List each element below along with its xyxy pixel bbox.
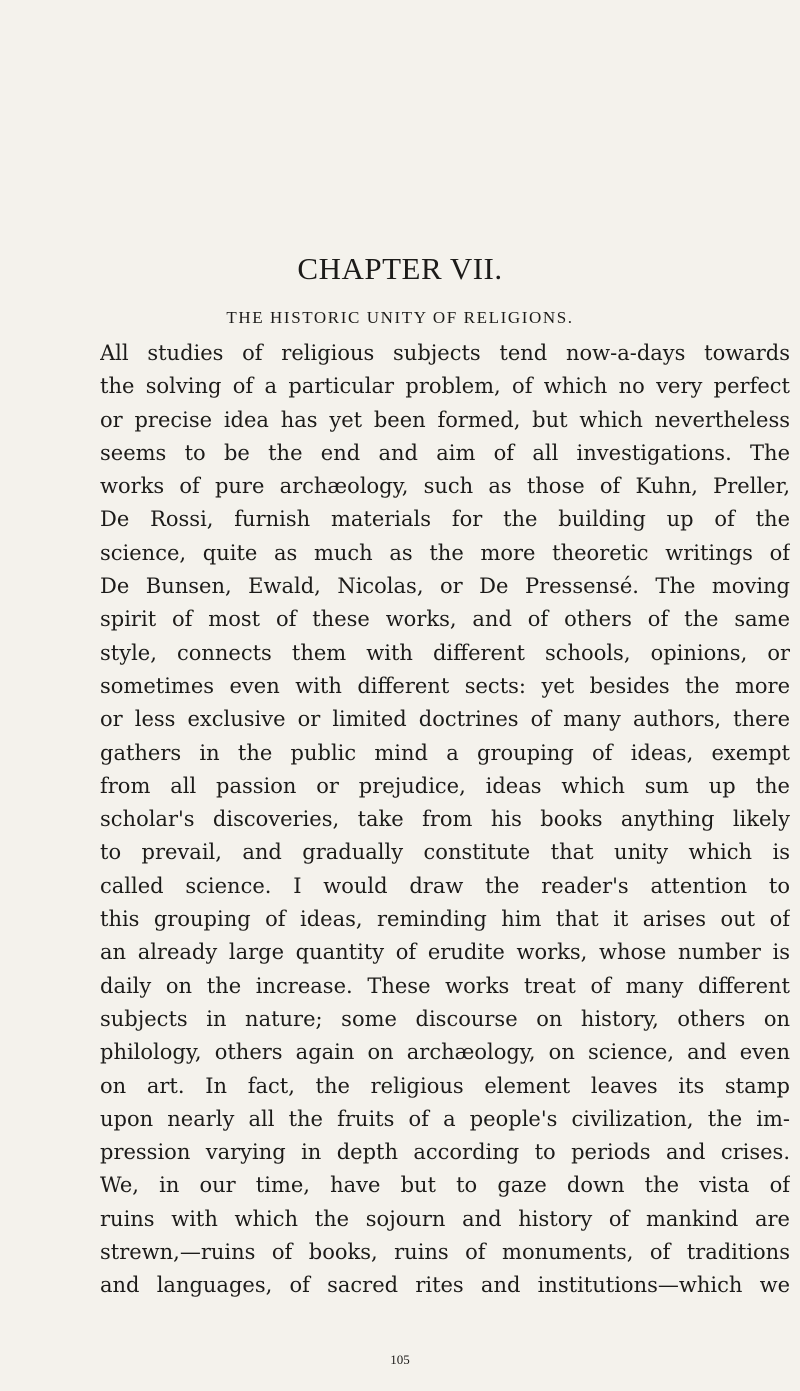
text-line: pression varying in depth according to periods and crises. [100, 1140, 790, 1165]
text-line: this grouping of ideas, reminding him that it arises out of [100, 907, 790, 932]
text-line: or precise idea has yet been formed, but which nevertheless [100, 407, 790, 432]
text-line: called science. I would draw the reader's attention to [100, 873, 790, 898]
text-line: on art. In fact, the religious element leaves its stamp [100, 1073, 790, 1098]
text-line: and languages, of sacred rites and institutions—which we [100, 1273, 790, 1298]
text-line: De Rossi, furnish materials for the building up of the [100, 507, 790, 532]
text-line: De Bunsen, Ewald, Nicolas, or De Pressensé. The moving [100, 574, 790, 599]
text-line: to prevail, and gradually constitute that unity which is [100, 840, 790, 865]
text-line: works of pure archæology, such as those of Kuhn, Preller, [100, 474, 790, 499]
body-paragraph [100, 337, 790, 1303]
chapter-heading: CHAPTER VII. [297, 251, 503, 286]
text-line: upon nearly all the fruits of a people's civilization, the im- [100, 1106, 790, 1131]
text-line: sometimes even with different sects: yet besides the more [100, 673, 790, 698]
chapter-title: THE HISTORIC UNITY OF RELIGIONS. [226, 308, 574, 327]
text-line: seems to be the end and aim of all investigations. The [100, 440, 790, 465]
text-line: style, connects them with different schools, opinions, or [100, 640, 790, 665]
page-number: 105 [390, 1352, 410, 1367]
text-line: from all passion or prejudice, ideas which sum up the [100, 773, 790, 798]
text-line: science, quite as much as the more theoretic writings of [100, 540, 790, 565]
text-line: ruins with which the sojourn and history of mankind are [100, 1206, 790, 1231]
text-line: daily on the increase. These works treat of many different [100, 973, 790, 998]
text-line: strewn,—ruins of books, ruins of monuments, of traditions [100, 1240, 790, 1265]
text-line: or less exclusive or limited doctrines of many authors, there [100, 707, 790, 732]
text-line: the solving of a particular problem, of which no very perfect [100, 374, 790, 399]
text-line: an already large quantity of erudite works, whose number is [100, 940, 790, 965]
text-line: All studies of religious subjects tend now-a-days towards [100, 341, 790, 365]
text-line: We, in our time, have but to gaze down the vista of [100, 1173, 790, 1198]
text-line: spirit of most of these works, and of others of the same [100, 607, 790, 632]
text-line: subjects in nature; some discourse on history, others on [100, 1006, 790, 1031]
text-line: philology, others again on archæology, on science, and even [100, 1040, 790, 1065]
text-line: gathers in the public mind a grouping of ideas, exempt [100, 740, 790, 765]
text-line: scholar's discoveries, take from his books anything likely [100, 807, 790, 832]
